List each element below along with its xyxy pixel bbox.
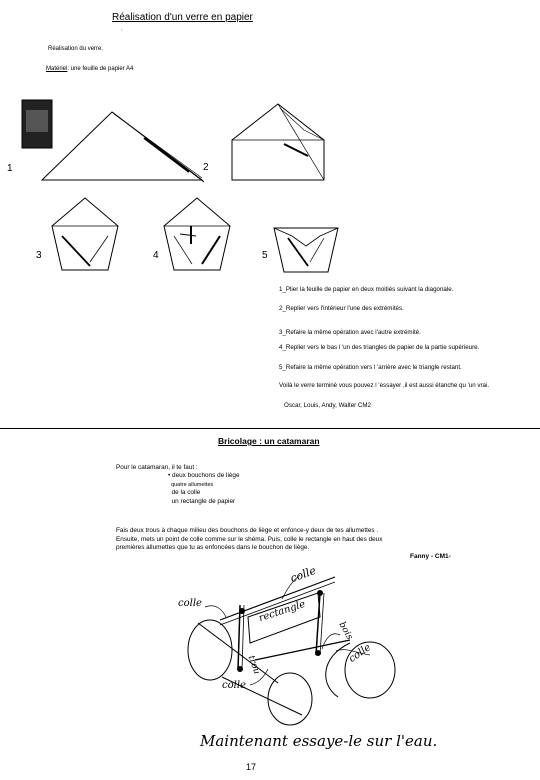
materiel-text: : une feuille de papier A4 [67,66,134,72]
figure-number: 1 [7,163,13,174]
label-rectangle: rectangle [257,598,307,625]
label-colle-left: colle [178,598,202,609]
step-2: 2_Replier vers l'intérieur l'une des extrémités. [279,305,404,312]
catamaran-drawing [160,565,410,730]
list-item: quatre allumettes [171,481,214,488]
figure-2-drawing [228,100,328,190]
list-item: • deux bouchons de liège [168,472,240,479]
label-colle-right: colle [347,642,373,665]
conclusion: Voilà le verre terminé vous pouvez l 'essayer ,il est aussi étanche qu 'un vrai. [279,382,490,389]
pencil-mark-icon: ˙ [121,30,124,37]
list-item: de la colle [171,489,201,497]
step-5: 5_Refaire la même opération vers l 'arrière avec le triangle restant. [279,364,462,371]
figure-4-drawing [162,196,232,274]
subtitle: Réalisation du verre. [48,46,104,52]
materiel-label: Matériel [46,66,68,72]
label-colle-top: colle [288,563,318,586]
step-4: 4_Replier vers le bas l 'un des triangles de papier de la partie supérieure. [279,344,480,351]
materials-intro: Pour le catamaran, il te faut : [116,464,198,471]
author: Fanny - CM1- [410,553,451,560]
figure-5-drawing [272,222,340,276]
figure-1-drawing [14,98,214,188]
page-title: Réalisation d'un verre en papier [112,12,253,23]
figure-number: 2 [203,162,209,173]
authors: Oscar, Louis, Andy, Walter CM2 [284,402,371,409]
handwritten-caption: Maintenant essaye-le sur l'eau. [200,732,438,750]
materials-list [168,472,240,506]
list-item: un rectangle de papier [171,497,236,505]
figure-number: 5 [262,250,268,261]
figure-number: 4 [153,250,159,261]
figure-number: 3 [36,250,42,261]
page-number: 17 [246,762,257,772]
materiel-line [46,66,133,72]
step-3: 3_Refaire la même opération avec l'autre extrémité. [279,329,421,336]
label-trou: trou [245,654,262,676]
triangle-fold [42,112,202,180]
section-title: Bricolage : un catamaran [218,436,320,446]
figure-3-drawing [50,196,120,274]
label-bois: bois [336,620,355,642]
step-1: 1_Plier la feuille de papier en deux moitiés suivant la diagonale. [279,286,454,293]
label-colle-bottom: colle [222,680,246,691]
section-divider [0,428,540,429]
instructions: Fais deux trous à chaque milieu des bouchons de liège et enfonce-y deux de tes allumettes . Ensuite, mets un point de colle comme sur le shéma. Puis, colle le rectangle en haut des deux premières allumettes que tu as enfoncées dans le bouchon de liège. [116,527,383,552]
